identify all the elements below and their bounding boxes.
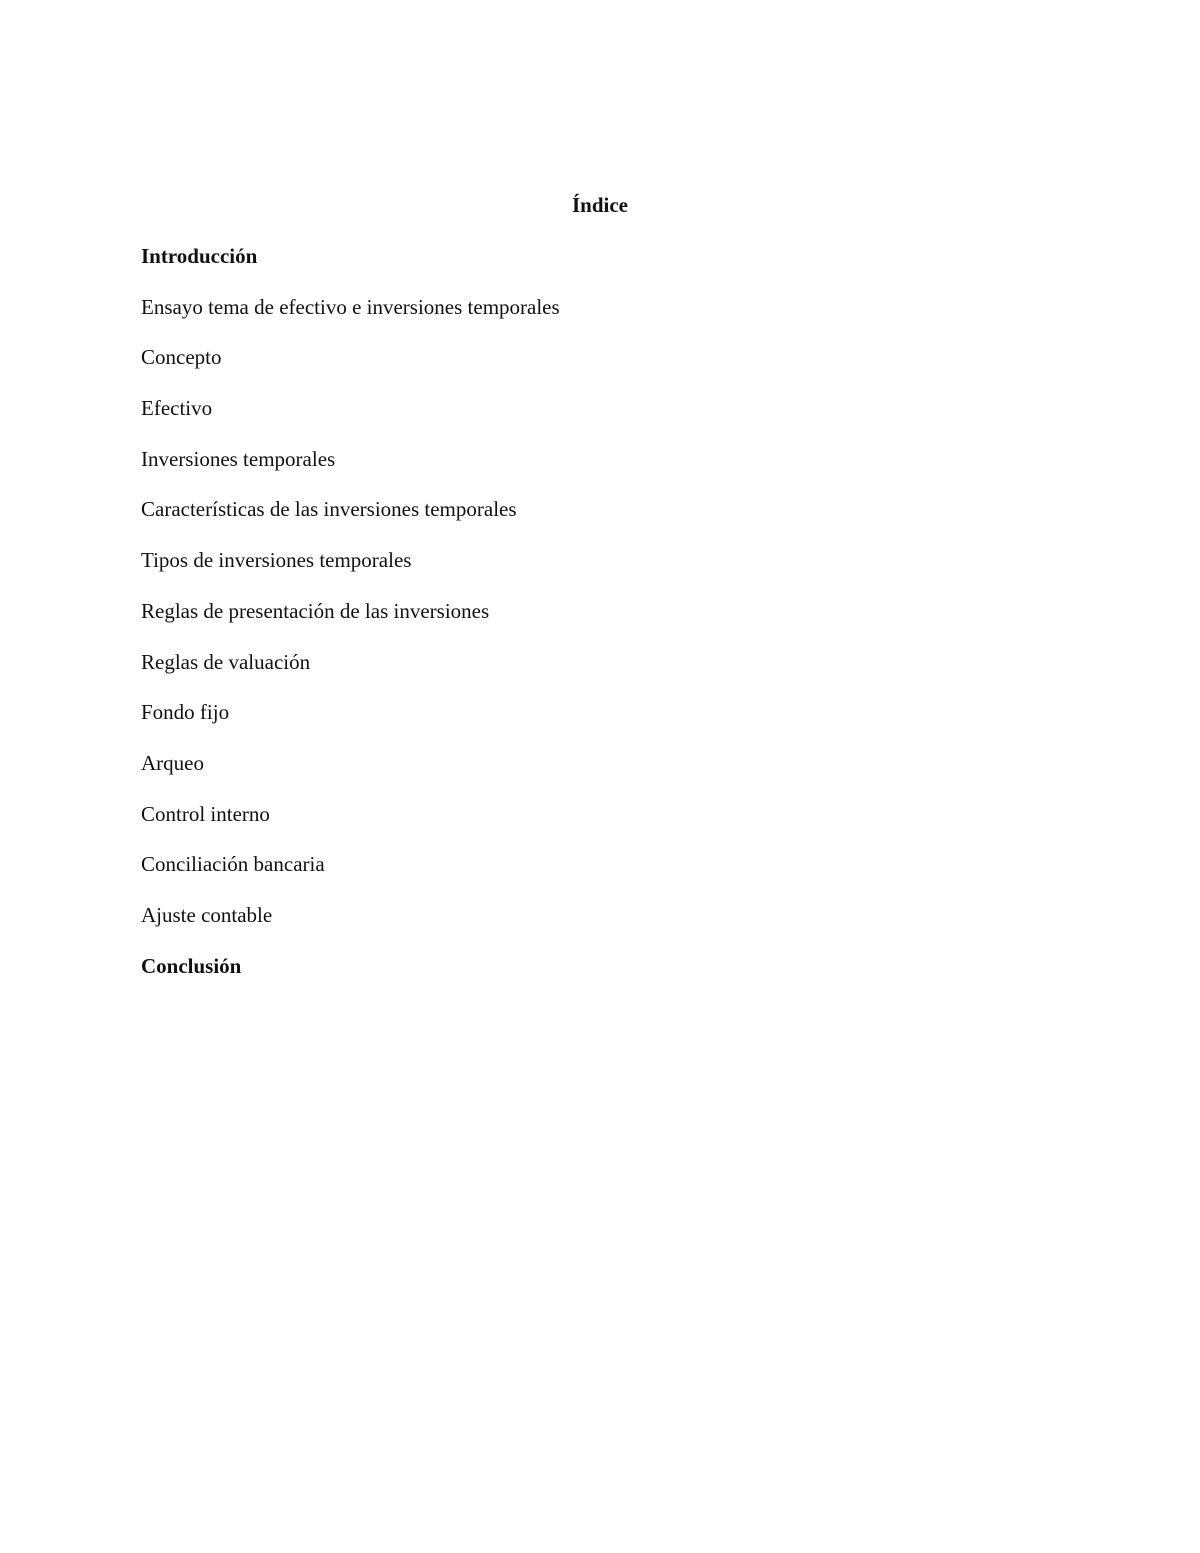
toc-item-conciliacion-bancaria: Conciliación bancaria <box>141 852 325 877</box>
toc-item-conclusion: Conclusión <box>141 953 242 978</box>
toc-item-concepto: Concepto <box>141 345 222 370</box>
toc-item-tipos: Tipos de inversiones temporales <box>141 548 412 573</box>
toc-item-introduccion: Introducción <box>141 244 258 268</box>
toc-item-reglas-presentacion: Reglas de presentación de las inversiones <box>141 598 490 623</box>
toc-item-fondo-fijo: Fondo fijo <box>141 700 230 725</box>
table-of-contents <box>141 241 560 1001</box>
toc-item-caracteristicas: Características de las inversiones temporales <box>141 497 517 522</box>
toc-item-efectivo: Efectivo <box>141 396 213 421</box>
toc-item-inversiones-temporales: Inversiones temporales <box>141 446 336 471</box>
toc-item-control-interno: Control interno <box>141 801 270 826</box>
toc-item-ajuste-contable: Ajuste contable <box>141 902 273 927</box>
toc-item-ensayo: Ensayo tema de efectivo e inversiones temporales <box>141 294 560 319</box>
toc-item-arqueo: Arqueo <box>141 750 204 775</box>
page-title: Índice <box>571 193 628 217</box>
toc-item-reglas-valuacion: Reglas de valuación <box>141 649 311 674</box>
